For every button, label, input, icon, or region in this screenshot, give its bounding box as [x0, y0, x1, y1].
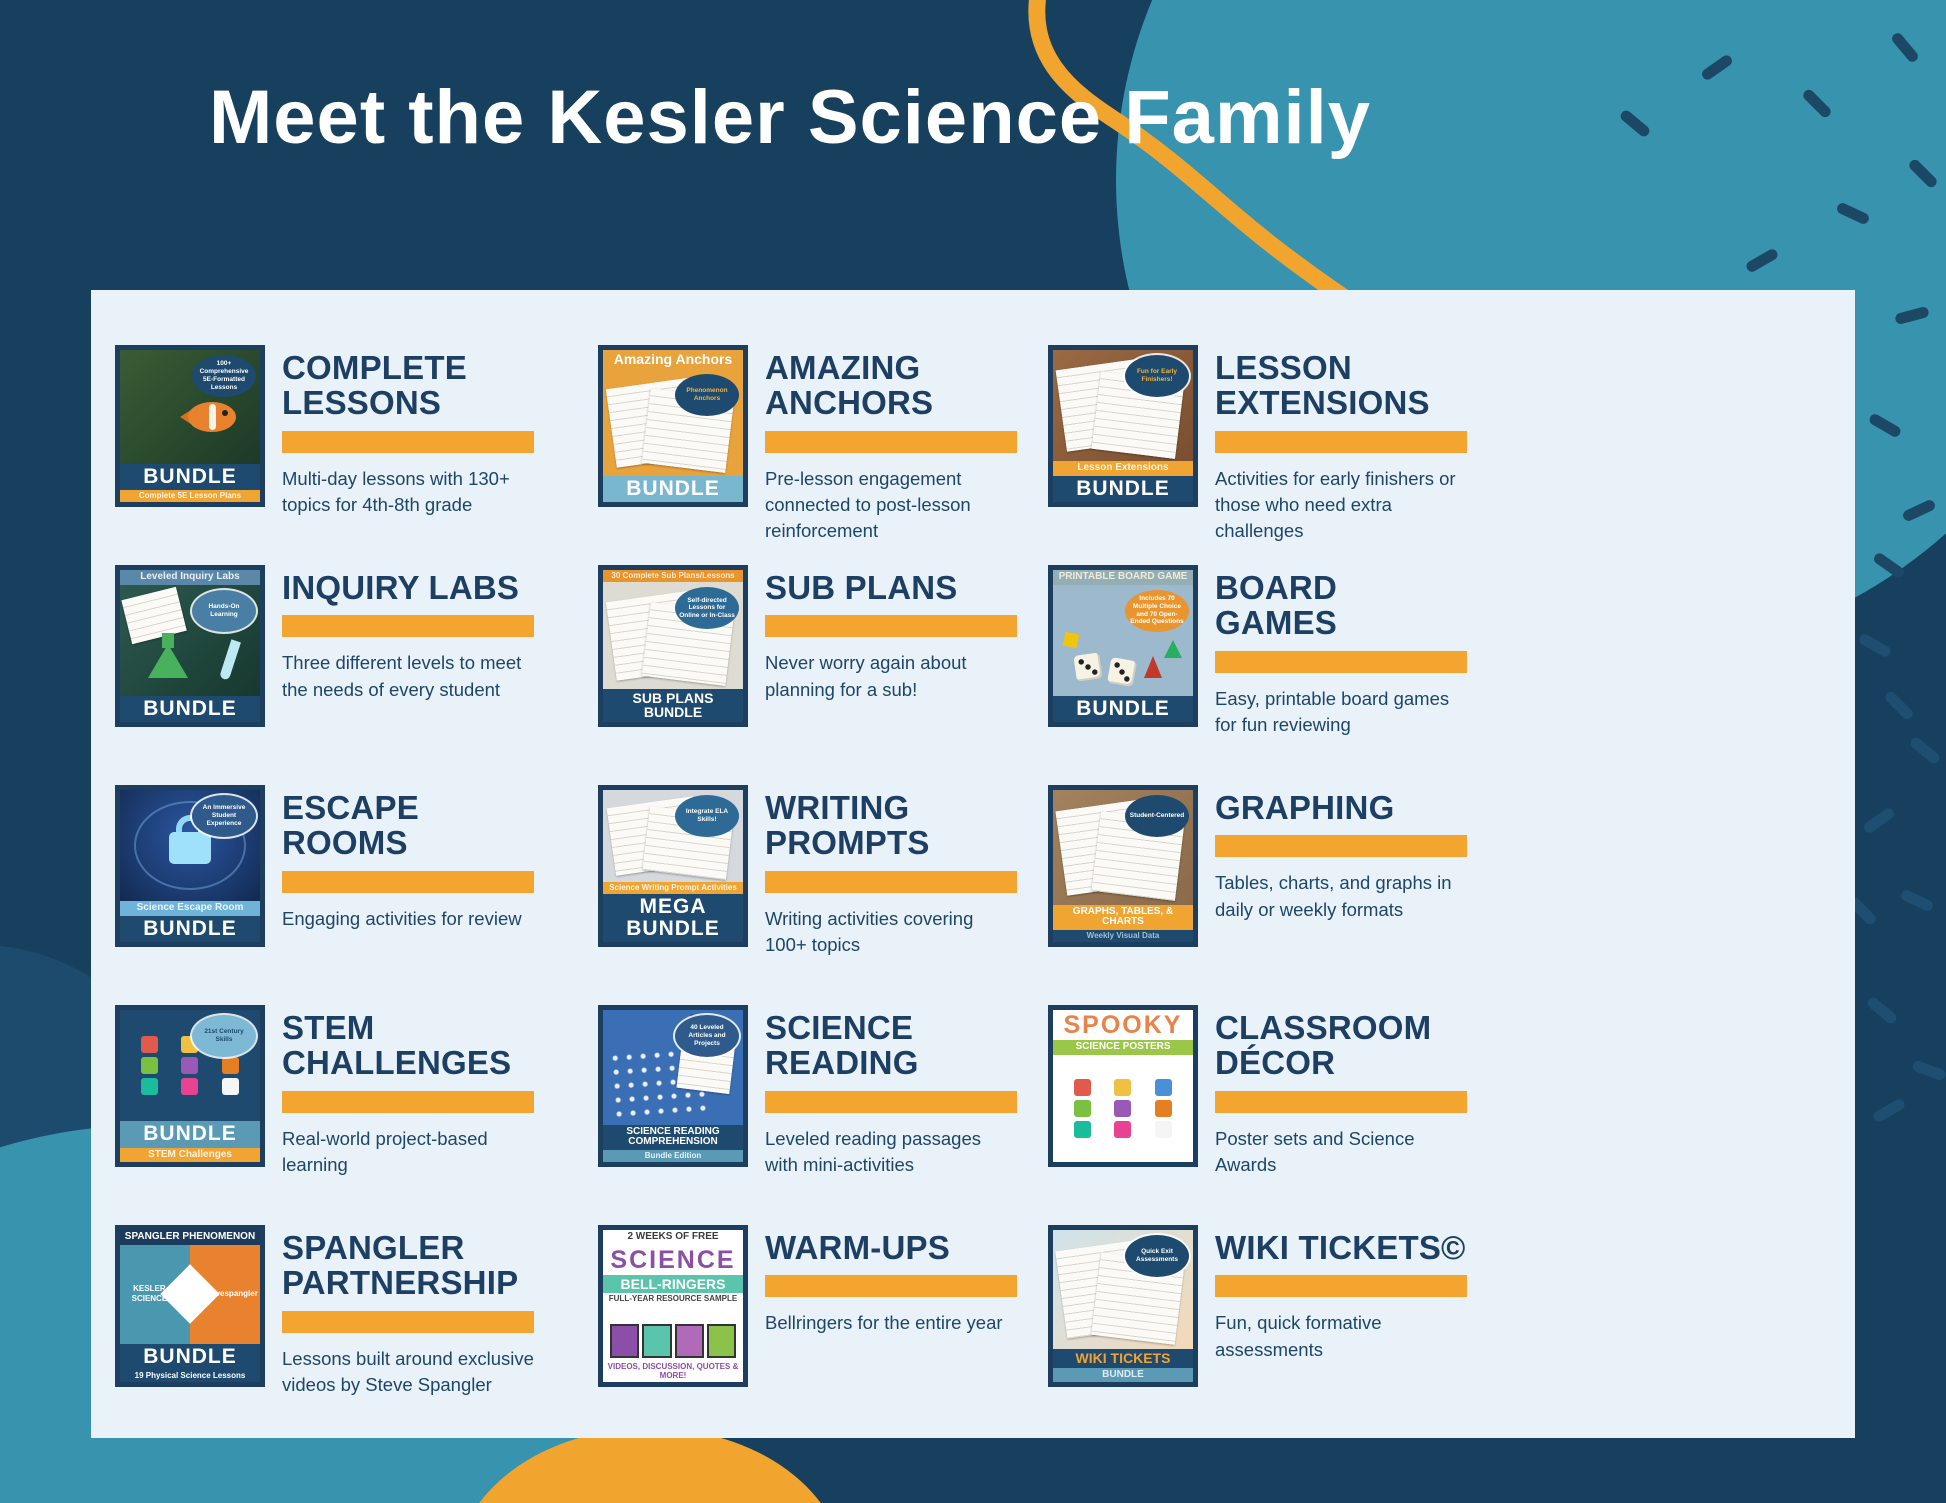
page-title: Meet the Kesler Science Family	[208, 75, 1372, 160]
thumb-bottom-strip: Science Escape Room	[120, 901, 260, 916]
thumb-top-strip: FULL-YEAR RESOURCE SAMPLE	[603, 1293, 743, 1305]
thumb-top-strip: SCIENCE	[603, 1245, 743, 1275]
stem-challenges-title: STEM CHALLENGES	[282, 1009, 512, 1082]
thumb-bottom-strip: 19 Physical Science Lessons	[120, 1370, 260, 1382]
lesson-extensions-text-block	[1215, 345, 1467, 542]
wiki-tickets-title: WIKI TICKETS©	[1215, 1229, 1466, 1266]
classroom-decor-description: Poster sets and Science Awards	[1215, 1127, 1415, 1175]
thumb-bottom-strip: BUNDLE	[120, 1344, 260, 1370]
lesson-extensions-title: LESSON EXTENSIONS	[1215, 349, 1430, 422]
thumb-bottom-strip: BUNDLE	[120, 916, 260, 942]
grid-tile	[1114, 1121, 1131, 1138]
test-tube-shape	[219, 640, 241, 681]
card-spangler-partnership	[115, 1225, 598, 1395]
thumb-top-strip: 2 WEEKS OF FREE	[603, 1230, 743, 1245]
steve-spangler-label: stevespangler	[204, 1289, 258, 1299]
sub-plans-description: Never worry again about planning for a sub!	[765, 652, 967, 700]
graphing-description: Tables, charts, and graphs in daily or weekly formats	[1215, 872, 1452, 920]
escape-rooms-accent-bar	[282, 871, 534, 893]
amazing-anchors-title: AMAZING ANCHORS	[765, 349, 934, 422]
graphing-text-block	[1215, 785, 1467, 947]
warm-ups-description: Bellringers for the entire year	[765, 1312, 1003, 1334]
amazing-anchors-thumbnail	[598, 345, 748, 507]
mini-cover-tile	[707, 1324, 736, 1358]
thumb-bottom-strip: BUNDLE	[120, 696, 260, 722]
classroom-decor-text-block	[1215, 1005, 1467, 1175]
warm-ups-title: WARM-UPS	[765, 1229, 950, 1266]
thumb-bottom-strip: BUNDLE	[1053, 1368, 1193, 1383]
thumb-badge: 40 Leveled Articles and Projects	[675, 1015, 739, 1057]
content-panel	[91, 290, 1855, 1438]
thumb-bottom-strip: SUB PLANS BUNDLE	[603, 689, 743, 722]
card-wiki-tickets	[1048, 1225, 1495, 1387]
complete-lessons-description: Multi-day lessons with 130+ topics for 4th-8th grade	[282, 467, 510, 515]
inquiry-labs-accent-bar	[282, 615, 534, 637]
inquiry-labs-title: INQUIRY LABS	[282, 569, 520, 606]
thumb-badge: Phenomenon Anchors	[675, 374, 739, 416]
escape-rooms-title: ESCAPE ROOMS	[282, 789, 419, 862]
thumb-bottom-strip: BUNDLE	[1053, 696, 1193, 722]
grid-tile	[1155, 1079, 1172, 1096]
writing-prompts-thumbnail	[598, 785, 748, 947]
card-science-reading	[598, 1005, 1048, 1175]
lab-sheet	[121, 587, 186, 644]
thumb-top-strip: Amazing Anchors	[603, 350, 743, 369]
thumb-badge: Hands-On Learning	[192, 590, 256, 632]
cube-shape	[1063, 632, 1080, 649]
stem-challenges-accent-bar	[282, 1091, 534, 1113]
writing-prompts-description: Writing activities covering 100+ topics	[765, 907, 974, 955]
escape-rooms-cover-art	[120, 790, 260, 901]
thumb-top-strip: PRINTABLE BOARD GAME	[1053, 570, 1193, 585]
graphing-cover-art	[1053, 790, 1193, 905]
science-reading-thumbnail	[598, 1005, 748, 1167]
grid-tile	[141, 1036, 158, 1053]
card-lesson-extensions	[1048, 345, 1495, 542]
escape-rooms-description: Engaging activities for review	[282, 907, 522, 929]
wiki-tickets-cover-art	[1053, 1230, 1193, 1349]
grid-tile	[181, 1078, 198, 1095]
card-stem-challenges	[115, 1005, 598, 1175]
board-games-accent-bar	[1215, 651, 1467, 673]
thumb-bottom-strip: MEGA BUNDLE	[603, 894, 743, 942]
spangler-partnership-description: Lessons built around exclusive videos by Steve Spangler	[282, 1347, 534, 1395]
thumb-badge: Self-directed Lessons for Online or In-Class	[675, 587, 739, 629]
science-reading-accent-bar	[765, 1091, 1017, 1113]
grid-tile	[1114, 1079, 1131, 1096]
science-reading-description: Leveled reading passages with mini-activities	[765, 1127, 981, 1175]
amazing-anchors-text-block	[765, 345, 1017, 542]
board-games-text-block	[1215, 565, 1467, 735]
warm-ups-text-block	[765, 1225, 1017, 1387]
stem-challenges-thumbnail	[115, 1005, 265, 1167]
amazing-anchors-cover-art	[603, 369, 743, 476]
thumb-bottom-strip: Bundle Edition	[603, 1150, 743, 1162]
warm-ups-accent-bar	[765, 1275, 1017, 1297]
spangler-partnership-accent-bar	[282, 1311, 534, 1333]
card-complete-lessons	[115, 345, 598, 515]
flask-shape	[148, 644, 188, 678]
thumb-bottom-strip: Complete 5E Lesson Plans	[120, 490, 260, 502]
complete-lessons-text-block	[282, 345, 534, 515]
amazing-anchors-description: Pre-lesson engagement connected to post-lesson reinforcement	[765, 467, 971, 542]
classroom-decor-title: CLASSROOM DÉCOR	[1215, 1009, 1432, 1082]
thumb-top-strip: Leveled Inquiry Labs	[120, 570, 260, 585]
thumb-top-strip: SCIENCE POSTERS	[1053, 1040, 1193, 1055]
grid-tile	[141, 1057, 158, 1074]
thumb-bottom-strip: WIKI TICKETS	[1053, 1349, 1193, 1368]
writing-prompts-cover-art	[603, 790, 743, 882]
escape-rooms-text-block	[282, 785, 534, 947]
science-reading-cover-art	[603, 1010, 743, 1125]
warm-ups-thumbnail	[598, 1225, 748, 1387]
card-writing-prompts	[598, 785, 1048, 955]
grid-tile	[1114, 1100, 1131, 1117]
card-escape-rooms	[115, 785, 598, 947]
mini-covers-row	[610, 1324, 736, 1358]
wiki-tickets-thumbnail	[1048, 1225, 1198, 1387]
thumb-bottom-strip: GRAPHS, TABLES, & CHARTS	[1053, 905, 1193, 930]
icon-grid	[1064, 1061, 1182, 1155]
thumb-bottom-strip: STEM Challenges	[120, 1148, 260, 1163]
science-reading-text-block	[765, 1005, 1017, 1175]
die-shape	[1074, 653, 1103, 682]
spangler-partnership-thumbnail	[115, 1225, 265, 1387]
card-sub-plans	[598, 565, 1048, 727]
writing-prompts-accent-bar	[765, 871, 1017, 893]
science-reading-title: SCIENCE READING	[765, 1009, 919, 1082]
thumb-bottom-strip: BUNDLE	[603, 476, 743, 502]
complete-lessons-accent-bar	[282, 431, 534, 453]
graphing-title: GRAPHING	[1215, 789, 1395, 826]
inquiry-labs-thumbnail	[115, 565, 265, 727]
thumb-top-strip: BELL-RINGERS	[603, 1275, 743, 1294]
sub-plans-thumbnail	[598, 565, 748, 727]
sub-plans-text-block	[765, 565, 1017, 727]
board-games-thumbnail	[1048, 565, 1198, 727]
thumb-bottom-strip: BUNDLE	[1053, 476, 1193, 502]
inquiry-labs-description: Three different levels to meet the needs of every student	[282, 652, 522, 700]
card-classroom-decor	[1048, 1005, 1495, 1175]
wiki-tickets-text-block	[1215, 1225, 1467, 1387]
graphing-thumbnail	[1048, 785, 1198, 947]
complete-lessons-title: COMPLETE LESSONS	[282, 349, 467, 422]
board-games-title: BOARD GAMES	[1215, 569, 1338, 642]
stem-challenges-cover-art	[120, 1010, 260, 1121]
mini-cover-tile	[675, 1324, 704, 1358]
lesson-extensions-description: Activities for early finishers or those who need extra challenges	[1215, 467, 1456, 542]
complete-lessons-thumbnail	[115, 345, 265, 507]
thumb-badge: Includes 70 Multiple Choice and 70 Open-Ended Questions	[1125, 590, 1189, 632]
classroom-decor-thumbnail	[1048, 1005, 1198, 1167]
sub-plans-cover-art	[603, 582, 743, 688]
card-amazing-anchors	[598, 345, 1048, 542]
sub-plans-accent-bar	[765, 615, 1017, 637]
die-shape	[1107, 657, 1137, 687]
cards-grid	[91, 290, 1855, 1438]
spangler-partnership-cover-art	[120, 1245, 260, 1344]
card-warm-ups	[598, 1225, 1048, 1387]
grid-tile	[1074, 1079, 1091, 1096]
grid-tile	[141, 1078, 158, 1095]
thumb-badge: 100+ Comprehensive 5E-Formatted Lessons	[192, 355, 256, 397]
inquiry-labs-text-block	[282, 565, 534, 727]
sub-plans-title: SUB PLANS	[765, 569, 958, 606]
thumb-badge: 21st Century Skills	[192, 1015, 256, 1057]
grid-tile	[181, 1057, 198, 1074]
card-graphing	[1048, 785, 1495, 947]
kesler-science-label: KESLER SCIENCE	[131, 1284, 168, 1304]
classroom-decor-cover-art	[1053, 1055, 1193, 1162]
writing-prompts-title: WRITING PROMPTS	[765, 789, 930, 862]
grid-tile	[1155, 1121, 1172, 1138]
lesson-extensions-cover-art	[1053, 350, 1193, 461]
board-games-cover-art	[1053, 585, 1193, 696]
warm-ups-cover-art	[603, 1306, 743, 1361]
complete-lessons-cover-art	[120, 350, 260, 464]
lesson-extensions-accent-bar	[1215, 431, 1467, 453]
pawn-shape	[1144, 656, 1162, 678]
thumb-top-strip: SPANGLER PHENOMENON	[120, 1230, 260, 1245]
thumb-bottom-strip: Science Writing Prompt Activities	[603, 882, 743, 894]
thumb-badge: Integrate ELA Skills!	[675, 795, 739, 837]
card-board-games	[1048, 565, 1495, 735]
mini-cover-tile	[610, 1324, 639, 1358]
grid-tile	[222, 1057, 239, 1074]
classroom-decor-accent-bar	[1215, 1091, 1467, 1113]
graphing-accent-bar	[1215, 835, 1467, 857]
stem-challenges-text-block	[282, 1005, 534, 1175]
lock-body-shape	[169, 832, 211, 864]
pawn-shape	[1164, 640, 1182, 658]
spangler-partnership-title: SPANGLER PARTNERSHIP	[282, 1229, 519, 1302]
thumb-bottom-strip: Lesson Extensions	[1053, 461, 1193, 476]
lesson-extensions-thumbnail	[1048, 345, 1198, 507]
amazing-anchors-accent-bar	[765, 431, 1017, 453]
thumb-badge: An Immersive Student Experience	[192, 795, 256, 837]
thumb-bottom-strip: BUNDLE	[120, 464, 260, 490]
thumb-top-strip: SPOOKY	[1053, 1010, 1193, 1040]
thumb-bottom-strip: BUNDLE	[120, 1121, 260, 1147]
thumb-top-strip: 30 Complete Sub Plans/Lessons	[603, 570, 743, 582]
fish-stripe-shape	[209, 404, 216, 430]
wiki-tickets-accent-bar	[1215, 1275, 1467, 1297]
thumb-badge: Student-Centered	[1125, 795, 1189, 837]
stem-challenges-description: Real-world project-based learning	[282, 1127, 488, 1175]
grid-tile	[1074, 1100, 1091, 1117]
thumb-bottom-strip: SCIENCE READING COMPREHENSION	[603, 1125, 743, 1150]
thumb-bottom-strip: Weekly Visual Data	[1053, 930, 1193, 942]
thumb-badge: Quick Exit Assessments	[1125, 1235, 1189, 1277]
spangler-partnership-text-block	[282, 1225, 534, 1395]
thumb-badge: Fun for Early Finishers!	[1125, 355, 1189, 397]
inquiry-labs-cover-art	[120, 585, 260, 696]
mini-cover-tile	[642, 1324, 671, 1358]
board-games-description: Easy, printable board games for fun reviewing	[1215, 687, 1450, 735]
escape-rooms-thumbnail	[115, 785, 265, 947]
thumb-bottom-strip: VIDEOS, DISCUSSION, QUOTES & MORE!	[603, 1361, 743, 1382]
grid-tile	[1155, 1100, 1172, 1117]
writing-prompts-text-block	[765, 785, 1017, 955]
card-inquiry-labs	[115, 565, 598, 727]
grid-tile	[1074, 1121, 1091, 1138]
wiki-tickets-description: Fun, quick formative assessments	[1215, 1312, 1382, 1360]
grid-tile	[222, 1078, 239, 1095]
